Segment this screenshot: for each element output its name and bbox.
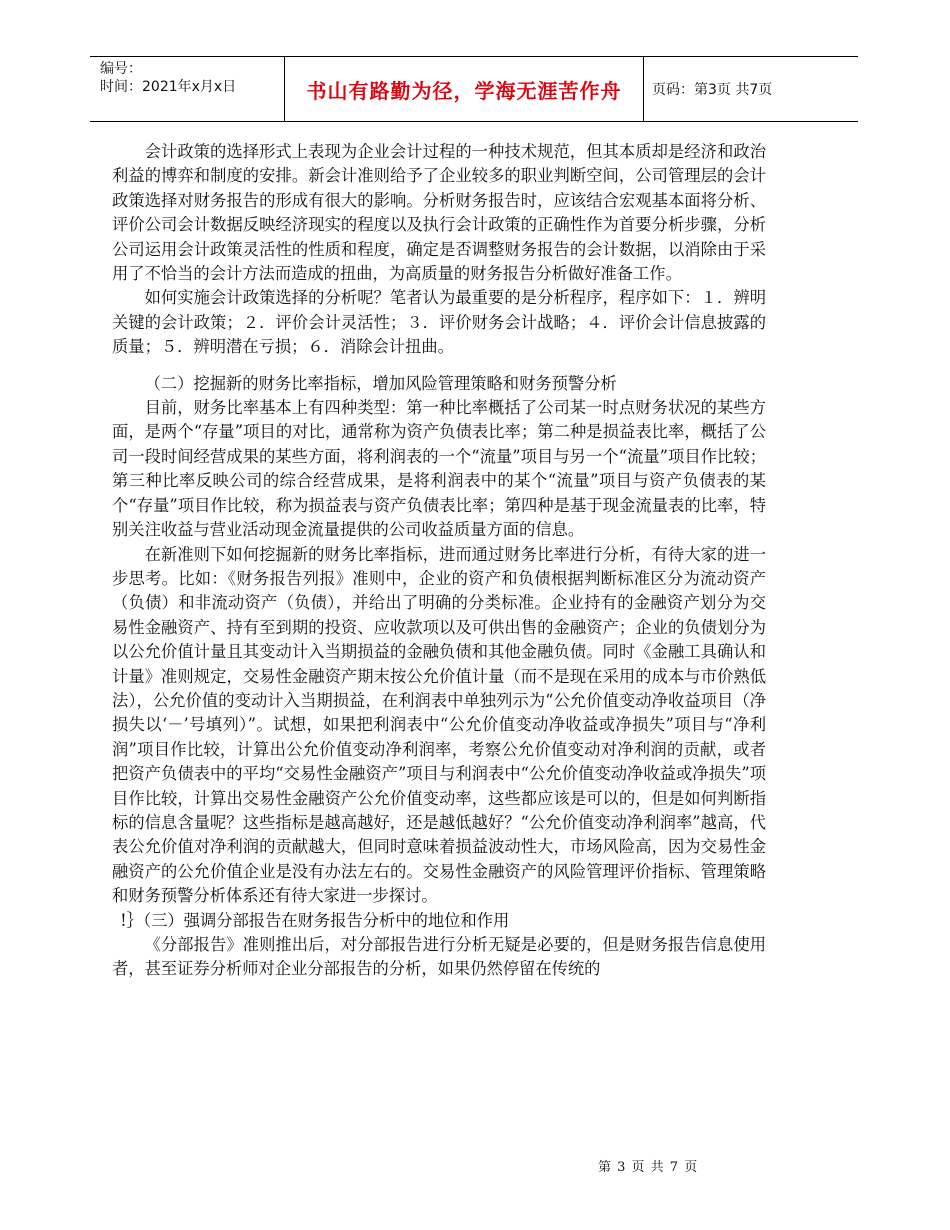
paragraph-analysis-procedure: 如何实施会计政策选择的分析呢？笔者认为最重要的是分析程序，程序如下：１．辨明关键的会计政策；２．评价会计灵活性；３．评价财务会计战略；４．评价会计信息披露的质量；５．辨明潜在亏损；６．消除会计扭曲。 — [112, 288, 766, 357]
document-number-label: 编号： — [100, 61, 142, 77]
header-motto: 书山有路勤为径，学海无涯苦作舟 — [284, 57, 644, 121]
header-page-info: 页码：第3页 共7页 — [652, 82, 773, 98]
paragraph-segment-report: 《分部报告》准则推出后，对分部报告进行分析无疑是必要的，但是财务报告信息使用者，甚至证券分析师对企业分部报告的分析，如果仍然停留在传统的 — [112, 935, 766, 979]
paragraph-new-ratios: 在新准则下如何挖掘新的财务比率指标，进而通过财务比率进行分析，有待大家的进一步思考。比如：《财务报告列报》准则中，企业的资产和负债根据判断标准区分为流动资产（负债）和非流动资产（负债），并给出了明确的分类标准。企业持有的金融资产划分为交易性金融资产、持有至到期的投资、应收款项以及可供出售的金融资产；企业的负债划分为以公允价值计量且其变动计入当期损益的金融负债和其他金融负债。同时《金融工具确认和计量》准则规定，交易性金融资产期末按公允价值计量（而不是现在采用的成本与市价熟低法），公允价值的变动计入当期损益，在利润表中单独列示为“公允价值变动净收益项目（净损失以‘－’号填列）”。试想，如果把利润表中“公允价值变动净收益或净损失”项目与“净利润”项目作比较，计算出公允价值变动净利润率，考察公允价值变动对净利润的贡献，或者把资产负债表中的平均“交易性金融资产”项目与利润表中“公允价值变动净收益或净损失”项目作比较，计算出交易性金融资产公允价值变动率，这些都应该是可以的，但是如何判断指标的信息含量呢？这些指标是越高越好，还是越低越好？“公允价值变动净利润率”越高，代表公允价值对净利润的贡献越大，但同时意味着损益波动性大，市场风险高，因为交易性金融资产的公允价值企业是没有办法左右的。交易性金融资产的风险管理评价指标、管理策略和财务预警分析体系还有待大家进一步探讨。 — [112, 544, 766, 906]
header-left-cell — [90, 57, 284, 121]
page-footer: 第 3 页 共 7 页 — [598, 1160, 699, 1175]
paragraph-accounting-policy: 会计政策的选择形式上表现为企业会计过程的一种技术规范，但其本质却是经济和政治利益的博弈和制度的安排。新会计准则给予了企业较多的职业判断空间，公司管理层的会计政策选择对财务报告的形成有很大的影响。分析财务报告时，应该结合宏观基本面将分析、评价公司会计数据反映经济现实的程度以及执行会计政策的正确性作为首要分析步骤，分析公司运用会计政策灵活性的性质和程度，确定是否调整财务报告的会计数据，以消除由于采用了不恰当的会计方法而造成的扭曲，为高质量的财务报告分析做好准备工作。 — [112, 142, 766, 284]
section-heading-2: （二）挖掘新的财务比率指标，增加风险管理策略和财务预警分析 — [144, 373, 617, 393]
paragraph-ratio-types: 目前，财务比率基本上有四种类型：第一种比率概括了公司某一时点财务状况的某些方面，是两个“存量”项目的对比，通常称为资产负债表比率；第二种是损益表比率，概括了公司一段时间经营成果的某些方面，将利润表的一个“流量”项目与另一个“流量”项目作比较；第三种比率反映公司的综合经营成果，是将利润表中的某个“流量”项目与资产负债表的某个“存量”项目作比较，称为损益表与资产负债表比率；第四种是基于现金流量表的比率，特别关注收益与营业活动现金流量提供的公司收益质量方面的信息。 — [112, 398, 766, 540]
document-body — [112, 140, 766, 982]
document-time-label: 时间：2021年x月x日 — [100, 79, 237, 95]
page-header — [90, 56, 858, 122]
section-heading-3: !｝（三）强调分部报告在财务报告分析中的地位和作用 — [120, 910, 510, 930]
